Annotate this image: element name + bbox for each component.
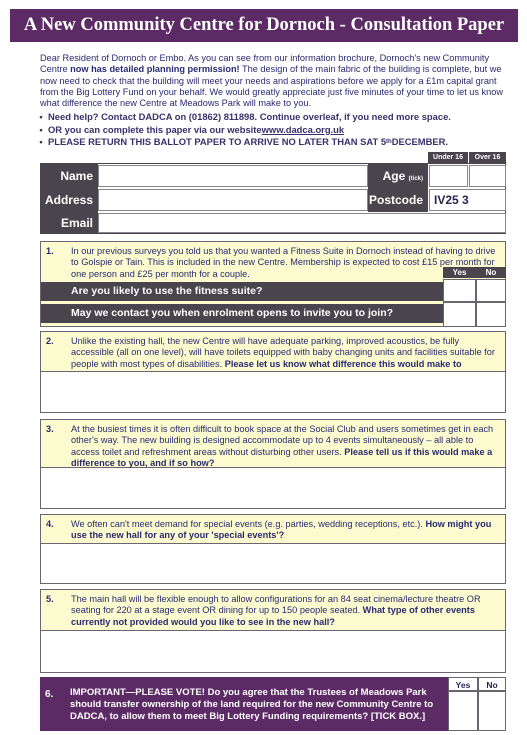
question-4-text (41, 515, 505, 543)
question-2 (40, 331, 506, 413)
question-1-text (41, 242, 505, 284)
q6-yes-box[interactable] (448, 691, 478, 731)
question-6-vote (40, 677, 506, 731)
question-1-number: 1. (46, 246, 54, 256)
question-3 (40, 419, 506, 509)
age-label (368, 164, 428, 188)
address-field[interactable] (98, 189, 368, 211)
question-5 (40, 589, 506, 673)
bullet-icon: • (39, 136, 43, 148)
deadline-ordinal: th (386, 139, 392, 146)
question-6-number: 6. (45, 689, 54, 700)
bullet-help (34, 111, 514, 124)
question-5-answer-box[interactable] (41, 630, 505, 672)
q1-fitness-no-box[interactable] (476, 279, 506, 302)
question-5-prompt: What type of other events currently not provided would you like to see in the new hall? (71, 605, 475, 627)
question-5-body: The main hall will be flexible enough to allow configurations for an 84 seat cinema/lecture theatre OR seating for 220 at a stage event OR dining for up to 150 people seated. (71, 594, 481, 616)
question-2-answer-box[interactable] (41, 371, 505, 412)
question-2-text (41, 332, 505, 371)
address-label: Address (41, 188, 98, 212)
question-3-number: 3. (46, 424, 54, 434)
intro-paragraph (40, 53, 510, 109)
question-4-number: 4. (46, 519, 54, 529)
question-3-body: At the busiest times it is often difficult to book space at the Social Club and users sometimes get in each other's way. The new building is designed accommodate up to 4 events simultaneously – all able to access toilet and refreshment areas without disturbing other users. (71, 424, 494, 457)
question-1-body: In our previous surveys you told us that you wanted a Fitness Suite in Dornoch instead of having to drive to Golspie or Tain. This is included in the new Centre. Membership is expected to cost £15 per month for one person and £25 per month for a couple. (71, 246, 496, 279)
q1-enrolment-question: May we contact you when enrolment opens to invite you to join? (41, 304, 443, 323)
question-6-text: IMPORTANT—PLEASE VOTE! Do you agree that the Trustees of Meadows Park should transfer ownership of the land required for the new Community Centre to DADCA, to allow them to meet Big Lottery Funding requirements? [TICK BOX.] (70, 687, 434, 722)
q6-yes-header: Yes (448, 677, 478, 691)
q1-enrolment-no-box[interactable] (476, 302, 506, 327)
under16-tick-box[interactable] (429, 165, 468, 187)
intro-planning-permission: now has detailed planning permission! (70, 64, 240, 75)
bullet-icon: • (39, 111, 43, 122)
question-4-answer-box[interactable] (41, 543, 505, 583)
bullet-icon: • (39, 123, 43, 135)
over16-header: Over 16 (469, 152, 506, 163)
bullet-deadline-text: PLEASE RETURN THIS BALLOT PAPER TO ARRIVE NO LATER THAN SAT 5 (48, 136, 387, 148)
postcode-label: Postcode (368, 188, 428, 212)
question-5-number: 5. (46, 594, 54, 604)
over16-tick-box[interactable] (469, 165, 506, 187)
postcode-prefilled: IV25 3 (434, 193, 469, 207)
bullet-website (34, 124, 514, 137)
question-1 (40, 241, 506, 327)
question-2-prompt: Please let us know what difference this would make to (224, 358, 462, 369)
question-3-answer-box[interactable] (41, 467, 505, 508)
question-3-prompt: Please tell us if this would make a difference to you, and if so how? (71, 446, 493, 468)
q6-no-header: No (478, 677, 506, 691)
intro-text-1: Dear Resident of Dornoch or Embo. As you can see from our information brochure, Dornoch's new Community Centre (40, 53, 490, 75)
info-bullets (34, 111, 514, 149)
q1-fitness-yes-box[interactable] (443, 279, 476, 302)
question-3-text (41, 420, 505, 467)
q1-enrolment-yes-box[interactable] (443, 302, 476, 327)
q6-no-box[interactable] (478, 691, 506, 731)
bullet-deadline (34, 136, 514, 149)
age-label-text: Age (382, 169, 406, 183)
q1-fitness-suite-question: Are you likely to use the fitness suite? (41, 282, 443, 301)
question-4 (40, 514, 506, 584)
email-label: Email (41, 212, 98, 234)
name-label: Name (41, 164, 98, 188)
email-field[interactable] (98, 213, 506, 233)
bullet-website-text: OR you can complete this paper via our website (48, 123, 262, 135)
question-2-body: Unlike the existing hall, the new Centre will have adequate parking, improved acoustics, be fully accessible (all on one level), will have toilets equipped with baby changing units and facilities suitable for people with most types of disabilities. (71, 336, 495, 369)
page-title: A New Community Centre for Dornoch - Consultation Paper (10, 9, 518, 42)
question-4-body: We often can't meet demand for special events (e.g. parties, wedding receptions, etc.). (71, 519, 426, 529)
question-2-number: 2. (46, 336, 54, 346)
question-4-prompt: How might you use the new hall for any of your 'special events'? (71, 519, 492, 541)
q1-no-header: No (476, 267, 506, 278)
q1-yes-header: Yes (443, 267, 476, 278)
bullet-help-text: Need help? Contact DADCA on (01862) 811898. Continue overleaf, if you need more space. (48, 111, 451, 122)
name-field[interactable] (98, 165, 368, 187)
deadline-month: DECEMBER. (391, 136, 448, 148)
age-tick-note: (tick) (408, 176, 423, 182)
intro-text-2: The design of the main fabric of the building is complete, but we now need to check that the building will meet your needs and aspirations before we apply for a £1m capital grant from the Big Lottery Fund on your behalf. We would greatly appreciate just five minutes of your time to let us know what difference the new Centre at Meadows Park will make to you. (40, 64, 504, 109)
website-link[interactable]: www.dadca.org.uk (261, 123, 345, 135)
question-5-text (41, 590, 505, 630)
personal-details-form (40, 163, 506, 234)
under16-header: Under 16 (428, 152, 468, 163)
